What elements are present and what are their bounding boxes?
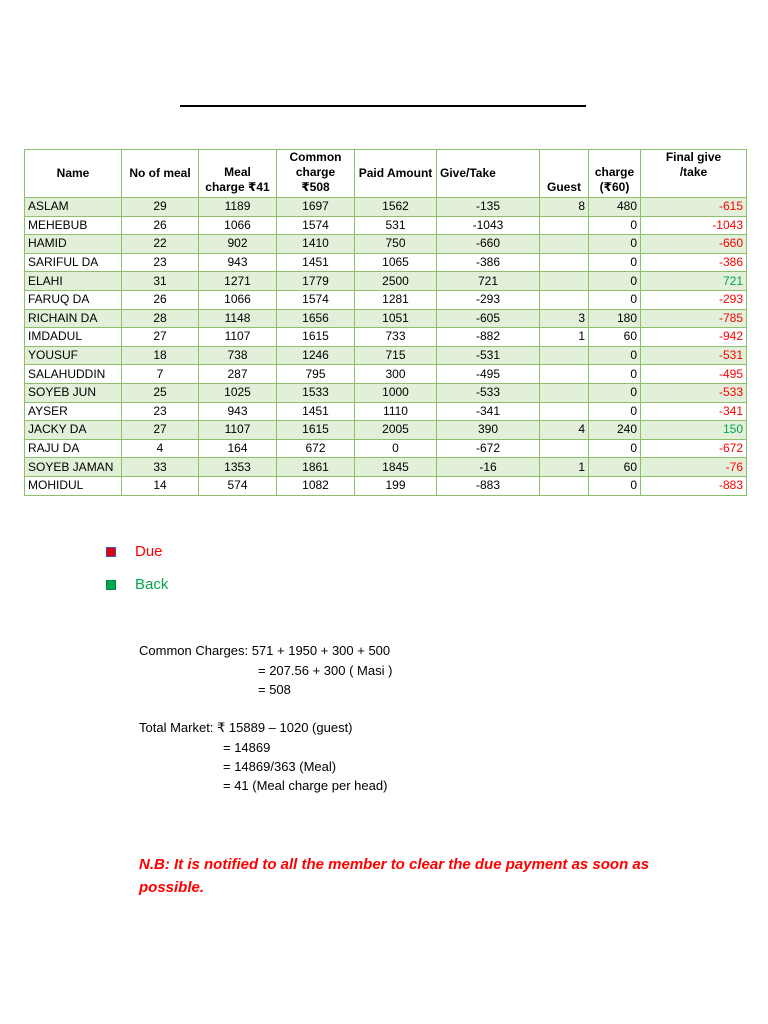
cell-meal-charge: 943 [199,253,277,272]
cell-common-charge: 1451 [277,402,355,421]
total-market-line-3: = 14869/363 (Meal) [223,759,337,774]
cell-guest: 1 [540,458,589,477]
cell-name: ASLAM [25,198,122,217]
cell-common-charge: 1451 [277,253,355,272]
cell-give-take: -531 [437,346,540,365]
cell-guest-charge: 180 [589,309,641,328]
cell-guest [540,476,589,495]
table-row [25,458,747,477]
cell-name: RAJU DA [25,439,122,458]
cell-final: -942 [641,328,747,347]
cell-name: HAMID [25,235,122,254]
table-row [25,476,747,495]
cell-name: SOYEB JUN [25,383,122,402]
cell-guest-charge: 480 [589,198,641,217]
cell-guest-charge: 0 [589,346,641,365]
cell-guest-charge: 60 [589,328,641,347]
cell-meals: 27 [122,328,199,347]
cell-name: YOUSUF [25,346,122,365]
cell-final: -76 [641,458,747,477]
header-paid-amount: Paid Amount [355,150,437,198]
cell-common-charge: 1574 [277,216,355,235]
cell-guest-charge: 0 [589,253,641,272]
cell-paid: 1845 [355,458,437,477]
total-market-line-1: Total Market: ₹ 15889 – 1020 (guest) [139,720,353,735]
cell-give-take: -135 [437,198,540,217]
due-payment-note: N.B: It is notified to all the member to clear the due payment as soon as possible. [139,856,650,896]
cell-guest [540,253,589,272]
cell-name: MEHEBUB [25,216,122,235]
cell-common-charge: 1533 [277,383,355,402]
cell-meals: 18 [122,346,199,365]
cell-give-take: 390 [437,421,540,440]
cell-meals: 23 [122,253,199,272]
header-row [25,150,747,198]
cell-meal-charge: 287 [199,365,277,384]
cell-give-take: -386 [437,253,540,272]
cell-meals: 27 [122,421,199,440]
cell-meals: 28 [122,309,199,328]
cell-final: 150 [641,421,747,440]
header-meal-charge: Meal charge ₹41 [199,150,277,198]
cell-common-charge: 672 [277,439,355,458]
table-row [25,346,747,365]
cell-give-take: -341 [437,402,540,421]
cell-guest-charge: 0 [589,216,641,235]
cell-give-take: -882 [437,328,540,347]
cell-name: RICHAIN DA [25,309,122,328]
cell-give-take: 721 [437,272,540,291]
cell-paid: 1065 [355,253,437,272]
cell-name: SARIFUL DA [25,253,122,272]
cell-guest: 4 [540,421,589,440]
cell-meals: 4 [122,439,199,458]
cell-name: ELAHI [25,272,122,291]
cell-paid: 750 [355,235,437,254]
cell-guest-charge: 240 [589,421,641,440]
cell-final: -293 [641,290,747,309]
cell-meals: 22 [122,235,199,254]
cell-paid: 0 [355,439,437,458]
table-body [25,198,747,496]
cell-meal-charge: 1025 [199,383,277,402]
cell-meal-charge: 1066 [199,290,277,309]
cell-final: -341 [641,402,747,421]
legend-due [106,543,163,560]
common-charges-line-3: = 508 [258,682,291,697]
cell-meals: 29 [122,198,199,217]
table-row [25,383,747,402]
legend-due-label: Due [135,543,163,560]
cell-give-take: -605 [437,309,540,328]
cell-give-take: -533 [437,383,540,402]
cell-common-charge: 1082 [277,476,355,495]
cell-final: -672 [641,439,747,458]
cell-final: -386 [641,253,747,272]
cell-meals: 26 [122,290,199,309]
cell-guest-charge: 0 [589,235,641,254]
due-swatch-icon [106,547,116,557]
cell-name: AYSER [25,402,122,421]
cell-meals: 14 [122,476,199,495]
cell-name: SOYEB JAMAN [25,458,122,477]
cell-guest-charge: 0 [589,402,641,421]
legend-back [106,576,168,593]
cell-guest-charge: 0 [589,272,641,291]
table-row [25,216,747,235]
cell-common-charge: 1861 [277,458,355,477]
table-row [25,328,747,347]
table-row [25,309,747,328]
cell-final: -531 [641,346,747,365]
cell-meal-charge: 902 [199,235,277,254]
cell-meal-charge: 574 [199,476,277,495]
cell-paid: 2005 [355,421,437,440]
cell-paid: 1000 [355,383,437,402]
cell-name: MOHIDUL [25,476,122,495]
cell-name: IMDADUL [25,328,122,347]
cell-meal-charge: 1107 [199,421,277,440]
cell-common-charge: 1615 [277,421,355,440]
cell-final: -785 [641,309,747,328]
title-underline [180,105,586,107]
cell-meals: 31 [122,272,199,291]
cell-guest [540,290,589,309]
table-row [25,253,747,272]
cell-meal-charge: 1107 [199,328,277,347]
cell-name: JACKY DA [25,421,122,440]
cell-common-charge: 1410 [277,235,355,254]
cell-guest-charge: 60 [589,458,641,477]
cell-paid: 300 [355,365,437,384]
table-row [25,290,747,309]
cell-guest [540,346,589,365]
table-row [25,235,747,254]
cell-guest-charge: 0 [589,383,641,402]
back-swatch-icon [106,580,116,590]
cell-paid: 1110 [355,402,437,421]
cell-paid: 2500 [355,272,437,291]
cell-give-take: -1043 [437,216,540,235]
cell-give-take: -883 [437,476,540,495]
cell-name: SALAHUDDIN [25,365,122,384]
cell-give-take: -660 [437,235,540,254]
cell-guest [540,235,589,254]
header-guest-charge: charge (₹60) [589,150,641,198]
legend-back-label: Back [135,576,169,593]
cell-common-charge: 1615 [277,328,355,347]
common-charges-line-2: = 207.56 + 300 ( Masi ) [258,663,393,678]
cell-meal-charge: 943 [199,402,277,421]
cell-meals: 23 [122,402,199,421]
cell-common-charge: 1656 [277,309,355,328]
table-row [25,421,747,440]
table-row [25,365,747,384]
cell-meal-charge: 1189 [199,198,277,217]
header-name: Name [25,150,122,198]
cell-final: -883 [641,476,747,495]
cell-guest: 1 [540,328,589,347]
cell-guest [540,439,589,458]
cell-paid: 715 [355,346,437,365]
cell-meal-charge: 1066 [199,216,277,235]
cell-guest [540,383,589,402]
cell-meals: 33 [122,458,199,477]
cell-meal-charge: 1353 [199,458,277,477]
cell-common-charge: 1246 [277,346,355,365]
cell-final: 721 [641,272,747,291]
cell-final: -495 [641,365,747,384]
cell-paid: 531 [355,216,437,235]
cell-guest [540,272,589,291]
cell-meals: 26 [122,216,199,235]
common-charges-line-1: Common Charges: 571 + 1950 + 300 + 500 [139,643,391,658]
cell-meal-charge: 738 [199,346,277,365]
header-no-of-meal: No of meal [122,150,199,198]
cell-guest: 3 [540,309,589,328]
cell-paid: 1281 [355,290,437,309]
table-row [25,439,747,458]
cell-paid: 1051 [355,309,437,328]
table-row [25,198,747,217]
total-market-line-2: = 14869 [223,740,271,755]
header-guest: Guest [540,150,589,198]
cell-common-charge: 1697 [277,198,355,217]
cell-guest-charge: 0 [589,290,641,309]
cell-paid: 1562 [355,198,437,217]
header-give-take: Give/Take [437,150,540,198]
total-market-line-4: = 41 (Meal charge per head) [223,778,388,793]
header-common-charge: Common charge ₹508 [277,150,355,198]
cell-guest-charge: 0 [589,476,641,495]
cell-guest [540,365,589,384]
cell-guest-charge: 0 [589,439,641,458]
cell-guest [540,216,589,235]
meal-account-table [24,149,747,496]
table-row [25,402,747,421]
cell-guest-charge: 0 [589,365,641,384]
cell-meal-charge: 1271 [199,272,277,291]
cell-give-take: -293 [437,290,540,309]
cell-give-take: -672 [437,439,540,458]
cell-meal-charge: 164 [199,439,277,458]
cell-paid: 733 [355,328,437,347]
cell-common-charge: 1574 [277,290,355,309]
table-row [25,272,747,291]
cell-give-take: -495 [437,365,540,384]
cell-meals: 7 [122,365,199,384]
cell-guest: 8 [540,198,589,217]
header-final-give-take: Final give /take [641,150,747,198]
cell-common-charge: 795 [277,365,355,384]
cell-final: -615 [641,198,747,217]
cell-name: FARUQ DA [25,290,122,309]
cell-meal-charge: 1148 [199,309,277,328]
cell-give-take: -16 [437,458,540,477]
cell-common-charge: 1779 [277,272,355,291]
cell-final: -1043 [641,216,747,235]
cell-paid: 199 [355,476,437,495]
cell-final: -660 [641,235,747,254]
cell-final: -533 [641,383,747,402]
cell-meals: 25 [122,383,199,402]
cell-guest [540,402,589,421]
